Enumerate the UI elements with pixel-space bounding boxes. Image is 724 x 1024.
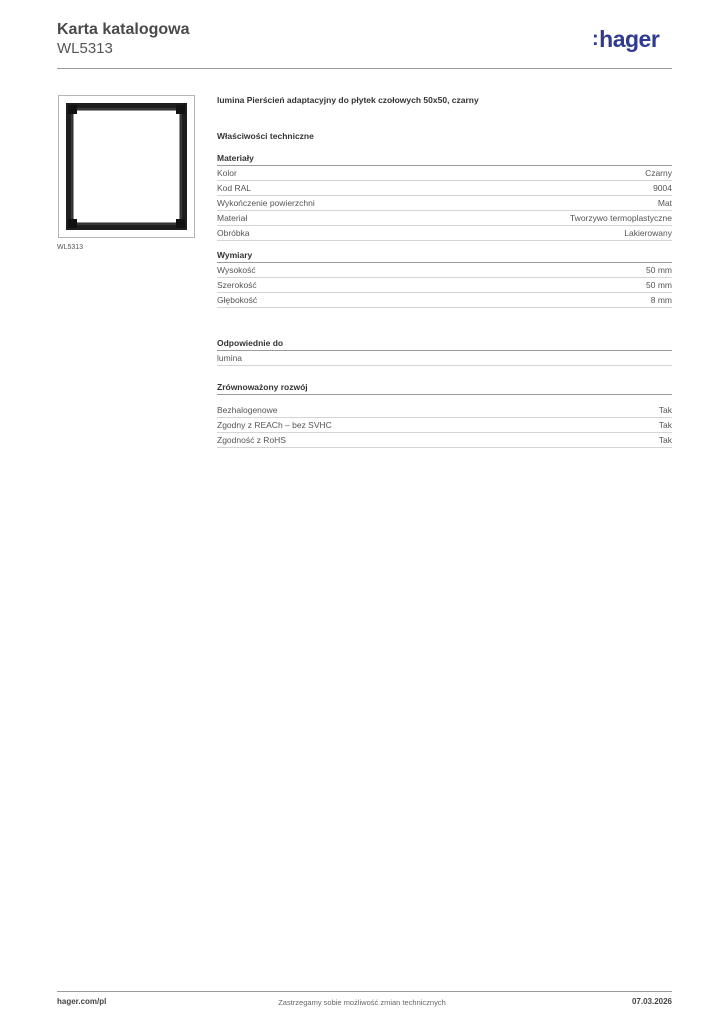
row-label: Wykończenie powierzchni: [217, 198, 315, 208]
header-divider: [57, 68, 672, 69]
row-value: Lakierowany: [624, 228, 672, 238]
adapter-ring-illustration: [59, 96, 194, 237]
hager-logo[interactable]: :hager: [592, 26, 660, 52]
row-label: Materiał: [217, 213, 248, 223]
row-label: Zgodność z RoHS: [217, 435, 286, 445]
row-value: 50 mm: [646, 265, 672, 275]
row-label: Zgodny z REACh – bez SVHC: [217, 420, 332, 430]
row-label: Wysokość: [217, 265, 256, 275]
group-heading: Wymiary: [217, 250, 672, 263]
row-value: Mat: [657, 198, 672, 208]
dimensions-group: [217, 250, 672, 308]
row-value: Tak: [658, 420, 672, 430]
technical-properties-heading: Właściwości techniczne: [217, 131, 314, 141]
product-image-caption: WL5313: [57, 244, 84, 251]
table-row: [217, 211, 672, 226]
row-label: Kolor: [217, 168, 237, 178]
row-value: Czarny: [645, 168, 672, 178]
table-row: [217, 226, 672, 241]
row-value: 9004: [653, 183, 672, 193]
table-row: [217, 433, 672, 448]
table-row: [217, 403, 672, 418]
product-details: [217, 95, 672, 457]
table-row: [217, 181, 672, 196]
row-label: Szerokość: [217, 280, 257, 290]
row-value: 50 mm: [646, 280, 672, 290]
row-value: Tworzywo termoplastyczne: [569, 213, 672, 223]
row-value: Tak: [658, 435, 672, 445]
group-heading: Zrównoważony rozwój: [217, 382, 672, 395]
row-label: lumina: [217, 353, 243, 363]
table-row: [217, 278, 672, 293]
footer-date: 07.03.2026: [631, 997, 672, 1006]
sustainability-group: [217, 382, 672, 448]
row-label: Bezhalogenowe: [217, 405, 278, 415]
materials-group: [217, 153, 672, 241]
table-row: [217, 293, 672, 308]
footer-notice: Zastrzegamy sobie możliwość zmian technicznych: [278, 998, 446, 1007]
group-heading: Odpowiednie do: [217, 338, 672, 351]
table-row: [217, 351, 672, 366]
table-row: [217, 418, 672, 433]
table-row: [217, 263, 672, 278]
row-value: 8 mm: [650, 295, 672, 305]
row-label: Kod RAL: [217, 183, 252, 193]
row-label: Głębokość: [217, 295, 258, 305]
table-row: [217, 196, 672, 211]
document-product-code: WL5313: [57, 40, 113, 57]
product-title: lumina Pierścień adaptacyjny do płytek czołowych 50x50, czarny: [217, 95, 479, 105]
table-row: [217, 166, 672, 181]
group-heading: Materiały: [217, 153, 672, 166]
document-title: Karta katalogowa: [57, 21, 190, 38]
footer-divider: [57, 991, 672, 992]
row-value: Tak: [658, 405, 672, 415]
footer-website-link[interactable]: hager.com/pl: [57, 997, 107, 1006]
suitable-for-group: [217, 338, 672, 366]
product-image: [58, 95, 195, 238]
row-label: Obróbka: [217, 228, 250, 238]
